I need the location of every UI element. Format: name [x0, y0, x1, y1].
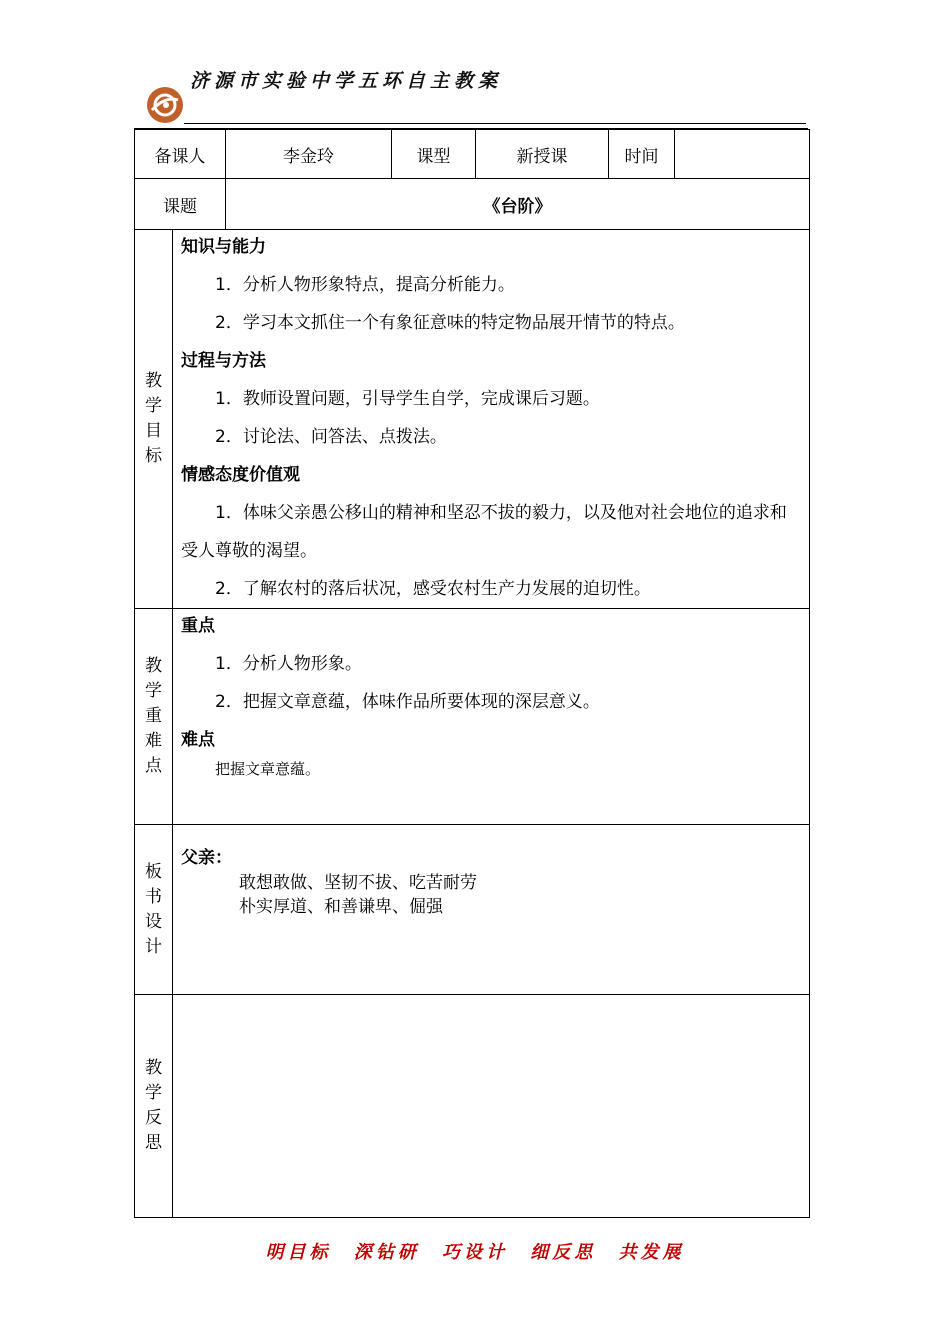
objectives-label: 教 学 目 标 — [135, 230, 173, 609]
topic-value: 《台阶》 — [226, 179, 810, 230]
objective-heading: 知识与能力 — [181, 237, 266, 257]
difficult-heading: 难点 — [181, 730, 215, 750]
school-title: 济源市实验中学五环自主教案 — [190, 70, 503, 92]
objective-item: 2．学习本文抓住一个有象征意味的特定物品展开情节的特点。 — [215, 313, 685, 333]
key-points-label: 教 学 重 难 点 — [135, 609, 173, 825]
objectives-row — [135, 230, 810, 609]
slogan-item: 深钻研 — [353, 1242, 420, 1263]
board-row — [135, 825, 810, 995]
page-header — [0, 0, 950, 130]
reflection-content — [173, 995, 810, 1218]
board-line: 朴实厚道、和善谦卑、倔强 — [239, 897, 443, 917]
objective-item: 2．讨论法、问答法、点拨法。 — [215, 427, 447, 447]
key-item: 2．把握文章意蕴，体味作品所要体现的深层意义。 — [215, 692, 600, 712]
header-rule — [184, 123, 806, 124]
objective-item: 2．了解农村的落后状况，感受农村生产力发展的迫切性。 — [215, 579, 651, 599]
objective-item: 1．体味父亲愚公移山的精神和坚忍不拔的毅力，以及他对社会地位的追求和受人尊敬的渴望。 — [181, 503, 787, 561]
difficult-text: 把握文章意蕴。 — [215, 760, 321, 778]
topic-row — [135, 179, 810, 230]
slogan-item: 巧设计 — [442, 1242, 508, 1263]
preparer-label: 备课人 — [135, 130, 226, 179]
time-value — [675, 130, 810, 179]
lesson-plan-table — [134, 129, 810, 1218]
slogan-item: 细反思 — [530, 1242, 597, 1263]
type-label: 课型 — [392, 130, 476, 179]
objectives-content — [173, 230, 810, 609]
time-label: 时间 — [609, 130, 675, 179]
preparer-value: 李金玲 — [226, 130, 392, 179]
key-item: 1．分析人物形象。 — [215, 654, 362, 674]
objective-item: 1．分析人物形象特点，提高分析能力。 — [215, 275, 515, 295]
reflection-row — [135, 995, 810, 1218]
board-heading: 父亲： — [181, 848, 232, 868]
key-heading: 重点 — [181, 616, 215, 636]
objective-heading: 情感态度价值观 — [181, 465, 300, 485]
reflection-label: 教 学 反 思 — [135, 995, 173, 1218]
school-logo-icon — [146, 86, 184, 124]
topic-label: 课题 — [135, 179, 226, 230]
footer-slogan — [0, 1238, 950, 1264]
slogan-item: 明目标 — [265, 1242, 332, 1263]
objective-item: 1．教师设置问题，引导学生自学，完成课后习题。 — [215, 389, 600, 409]
board-label: 板 书 设 计 — [135, 825, 173, 995]
board-content — [173, 825, 810, 995]
key-points-row — [135, 609, 810, 825]
objective-heading: 过程与方法 — [181, 351, 266, 371]
key-points-content — [173, 609, 810, 825]
board-line: 敢想敢做、坚韧不拔、吃苦耐劳 — [239, 873, 477, 893]
slogan-item: 共发展 — [618, 1242, 685, 1263]
type-value: 新授课 — [476, 130, 609, 179]
info-row — [135, 130, 810, 179]
